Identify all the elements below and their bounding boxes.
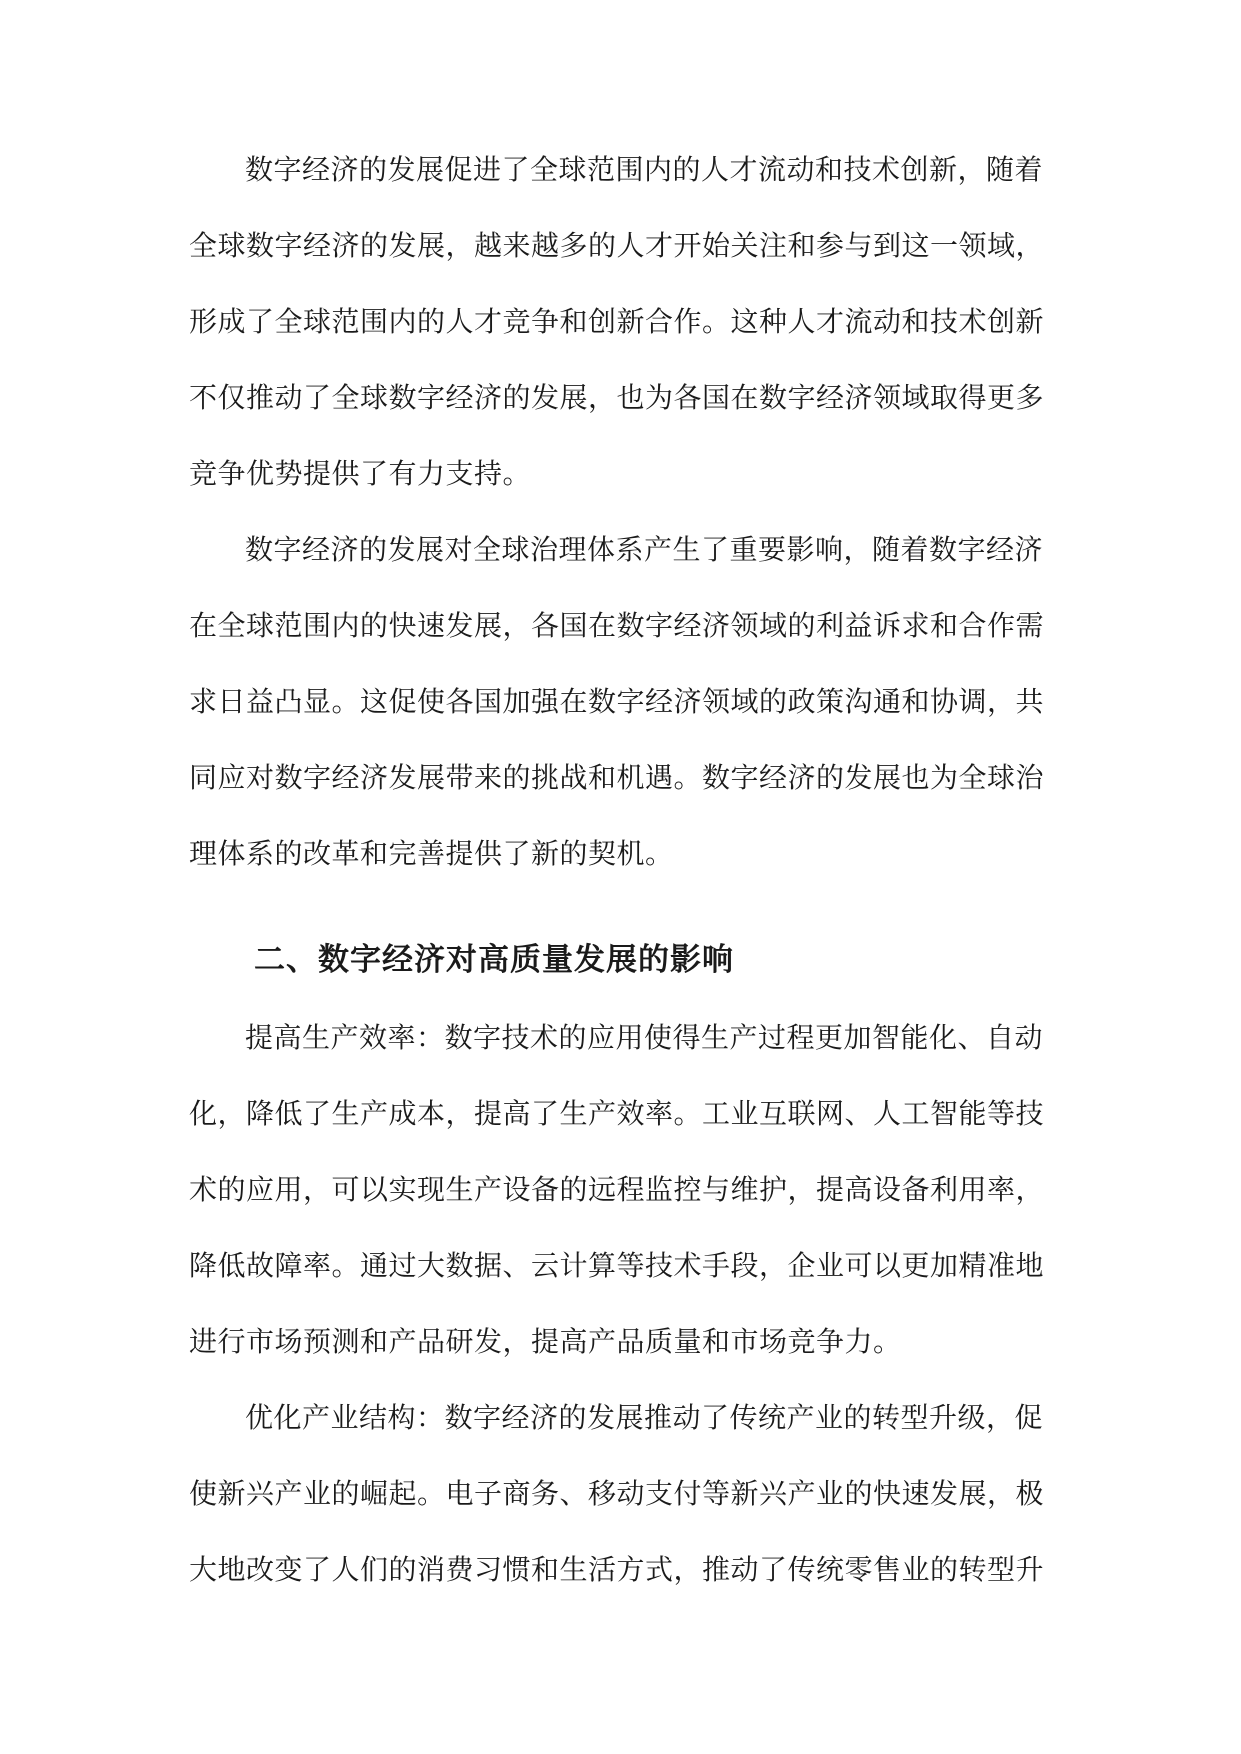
paragraph-line: 求日益凸显。这促使各国加强在数字经济领域的政策沟通和协调，共 <box>189 685 1045 718</box>
paragraph-line: 降低故障率。通过大数据、云计算等技术手段，企业可以更加精准地 <box>189 1249 1045 1282</box>
paragraph-line: 理体系的改革和完善提供了新的契机。 <box>189 837 674 870</box>
paragraph-line: 数字经济的发展对全球治理体系产生了重要影响，随着数字经济 <box>245 533 1044 566</box>
paragraph-line: 大地改变了人们的消费习惯和生活方式，推动了传统零售业的转型升 <box>189 1553 1045 1586</box>
paragraph-line: 竞争优势提供了有力支持。 <box>189 457 532 490</box>
paragraph-line: 提高生产效率：数字技术的应用使得生产过程更加智能化、自动 <box>245 1021 1044 1054</box>
paragraph-line: 进行市场预测和产品研发，提高产品质量和市场竞争力。 <box>189 1325 902 1358</box>
paragraph-line: 不仅推动了全球数字经济的发展，也为各国在数字经济领域取得更多 <box>189 381 1045 414</box>
paragraph-line: 使新兴产业的崛起。电子商务、移动支付等新兴产业的快速发展，极 <box>189 1477 1045 1510</box>
paragraph-line: 术的应用，可以实现生产设备的远程监控与维护，提高设备利用率， <box>189 1173 1045 1206</box>
paragraph-line: 形成了全球范围内的人才竞争和创新合作。这种人才流动和技术创新 <box>189 305 1045 338</box>
paragraph-line: 数字经济的发展促进了全球范围内的人才流动和技术创新，随着 <box>245 153 1044 186</box>
paragraph-line: 在全球范围内的快速发展，各国在数字经济领域的利益诉求和合作需 <box>189 609 1045 642</box>
section-heading: 二、数字经济对高质量发展的影响 <box>254 942 734 978</box>
paragraph-line: 化，降低了生产成本，提高了生产效率。工业互联网、人工智能等技 <box>189 1097 1045 1130</box>
paragraph-line: 同应对数字经济发展带来的挑战和机遇。数字经济的发展也为全球治 <box>189 761 1045 794</box>
paragraph-line: 全球数字经济的发展，越来越多的人才开始关注和参与到这一领域， <box>189 229 1045 262</box>
paragraph-line: 优化产业结构：数字经济的发展推动了传统产业的转型升级，促 <box>245 1401 1044 1434</box>
